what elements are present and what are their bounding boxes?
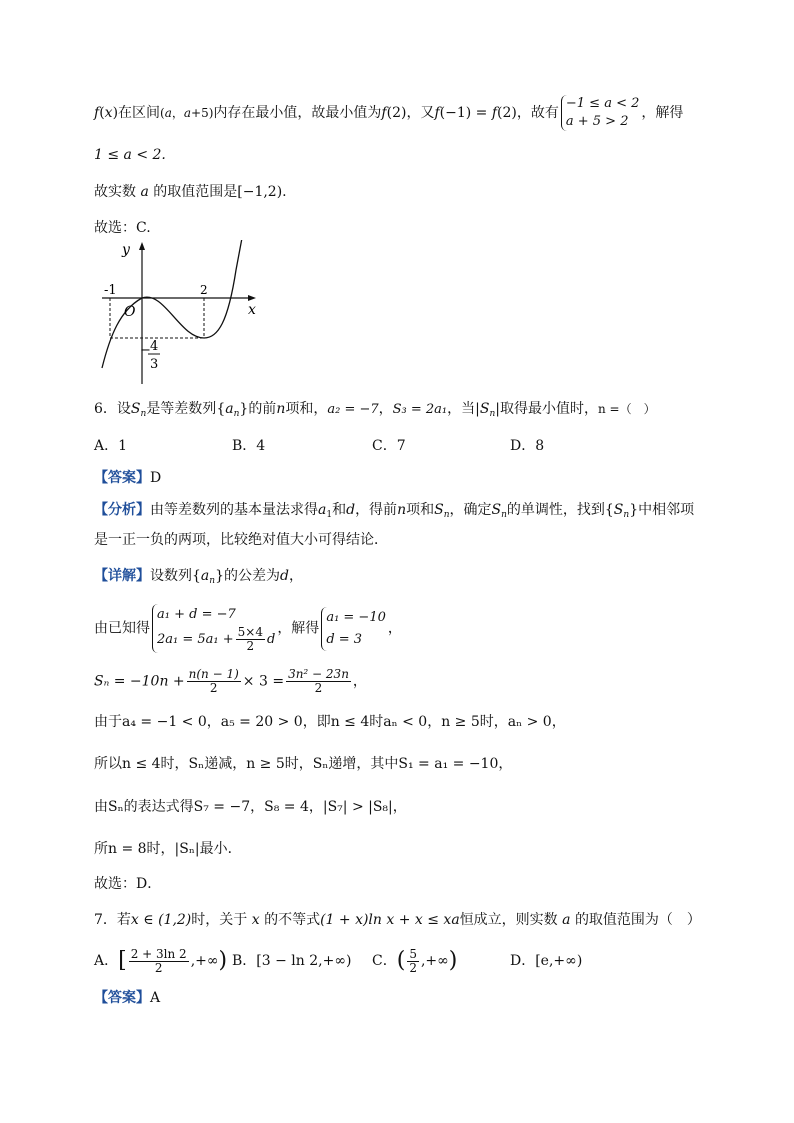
detail-line: 由于a₄ = −1 < 0，a₅ = 20 > 0，即n ≤ 4时aₙ < 0，n ≥ 5时，aₙ > 0， [94, 714, 566, 730]
tick-label: 4 [150, 339, 159, 354]
analysis-line: 是一正一负的两项，比较绝对值大小可得结论． [94, 532, 388, 548]
text: 项和 [406, 502, 435, 518]
tick-label: − [140, 343, 151, 358]
fraction [236, 626, 265, 653]
option-a: A．[ $\frac{2 + 3\ln 2}{2}$ ,+∞) [94, 946, 228, 975]
text: 的取值范围为（ ） [574, 912, 701, 928]
math: (1 + x)ln x + x ≤ xa [320, 912, 460, 928]
answer-line [94, 988, 160, 1008]
text: 故实数 [94, 184, 136, 200]
answer-tag: 【答案】 [94, 990, 150, 1006]
system-row: a + 5 > 2 [565, 114, 629, 129]
text: [−1,2). [237, 184, 287, 200]
text-line: 故实数 a 的取值范围是[−1,2). [94, 184, 287, 200]
math: × 3 = [242, 673, 285, 690]
text: 由等差数列的基本量法求得 [150, 502, 318, 518]
text: 是等差数列 [146, 401, 217, 417]
system-row: a₁ = −10 [326, 609, 386, 625]
fraction [187, 668, 241, 695]
text: ，又 [406, 105, 435, 121]
text-line: f(x)在区间(a，a+5)内存在最小值，故最小值为f(2)，又f(−1) = f(2)，故有 −1 ≤ a < 2 a + 5 > 2 ，解得 [94, 96, 684, 129]
text: 6．设 [94, 401, 131, 417]
option-c: C．7 [372, 438, 406, 454]
question-6-stem: 6．设$S_n$是等差数列$\{a_n\}$的前n项和，a₂ = −7，S₃ = 2a₁，当$|S_n|$取得最小值时，n =（ ） [94, 401, 656, 419]
text: ，当 [447, 401, 476, 417]
detail-line: 【详解】设数列$\{a_n\}$的公差为d， [94, 568, 303, 586]
detail-line: 所以n ≤ 4时，Sₙ递减，n ≥ 5时，Sₙ递增，其中S₁ = a₁ = −10， [94, 756, 513, 772]
option-b: B．4 [232, 438, 266, 454]
system-row: d = 3 [326, 631, 363, 647]
math: ,+∞ [420, 953, 449, 969]
tick-label: -1 [104, 283, 117, 298]
question-7-stem: 7．若x ∈ (1,2)时，关于 x 的不等式(1 + x)ln x + x ≤ xa恒成立，则实数 a 的取值范围为（ ） [94, 912, 701, 928]
numerator: 3n² − 23n [288, 667, 349, 681]
analysis-tag: 【分析】 [94, 502, 150, 518]
text: ，故有 [516, 105, 559, 121]
detail-tag: 【详解】 [94, 568, 150, 584]
analysis-line: 【分析】由等差数列的基本量法求得$a_1$和d，得前n项和$S_n$，确定$S_n$的单调性，找到$\{S_n\}$中相邻项 [94, 502, 695, 520]
denominator: 2 [209, 681, 218, 695]
equation-system: a₁ + d = −7 2a₁ = 5a₁ + $\frac{5\times 4}{2}$ d [152, 604, 275, 653]
text: 的不等式 [264, 912, 321, 928]
tick-label: 2 [200, 283, 208, 297]
option-label: C． [372, 953, 397, 969]
fraction [129, 948, 189, 975]
text-line: 1 ≤ a < 2. [94, 147, 166, 163]
text: ，得前 [355, 502, 398, 518]
text: 的取值范围是 [153, 184, 238, 200]
tick-label: 3 [150, 357, 159, 372]
system-row: −1 ≤ a < 2 [565, 96, 640, 111]
option-d: D．8 [510, 438, 545, 454]
answer-value: D [150, 470, 162, 486]
denominator: 2 [246, 639, 255, 653]
sn-formula-line: Sₙ = −10n + $\frac{n(n - 1)}{2}$ × 3 = $\frac{\text{3n² − 23n}}{2}$ ， [94, 667, 367, 695]
x-axis-arrow [248, 295, 256, 301]
detail-line: 由Sₙ的表达式得S₇ = −7，S₈ = 4，|S₇| > |S₈|， [94, 799, 407, 815]
denominator: 2 [154, 960, 163, 975]
math: 2a₁ = 5a₁ + [157, 632, 234, 647]
fraction [407, 948, 419, 975]
text: 时，关于 [191, 912, 248, 928]
denominator: 2 [314, 681, 323, 695]
text: 取得最小值时， [499, 401, 598, 417]
denominator: 2 [409, 960, 417, 975]
text: 的单调性，找到 [506, 502, 605, 518]
text: 恒成立，则实数 [459, 912, 558, 928]
text: 项和， [285, 401, 328, 417]
option-label: A． [94, 953, 119, 969]
text: 7．若 [94, 912, 131, 928]
y-axis-arrow [139, 242, 145, 250]
math: x ∈ (1,2) [130, 912, 192, 928]
y-label: y [122, 242, 130, 258]
answer-value: A [150, 990, 161, 1006]
math: a₂ = −7 [327, 402, 379, 417]
answer-line [94, 468, 161, 488]
option-d: D．[e,+∞) [510, 953, 583, 969]
x-label: x [248, 302, 256, 318]
curve [102, 240, 242, 368]
text: ，确定 [449, 502, 492, 518]
text: 中相邻项 [638, 502, 695, 518]
fraction [286, 668, 351, 695]
text: 内存在最小值，故最小值为 [213, 105, 382, 121]
solution-system [321, 607, 386, 651]
option-c: C．( $\frac{5}{2}$ ,+∞) [372, 946, 458, 975]
numerator: n(n − 1) [188, 667, 239, 681]
text: ，解得 [277, 620, 320, 637]
detail-line: 所n = 8时，|Sₙ|最小． [94, 841, 242, 857]
option-a: A．1 [94, 438, 128, 454]
text: 的前 [248, 401, 277, 417]
text-line: 故选：C. [94, 220, 151, 236]
origin-label: O [124, 304, 136, 320]
text: 的公差为 [224, 568, 280, 584]
math: ,+∞ [190, 953, 219, 969]
text: 由已知得 [94, 620, 150, 637]
text: 和 [332, 502, 347, 518]
numerator: 5 [409, 946, 417, 961]
math: Sₙ = −10n + [94, 673, 185, 690]
text: ，解得 [641, 105, 684, 121]
text: n =（ ） [597, 402, 656, 416]
answer-tag: 【答案】 [94, 470, 150, 486]
detail-line: 故选：D． [94, 876, 162, 892]
function-graph [96, 240, 266, 390]
detail-system-line: 由已知得 a₁ + d = −7 2a₁ = 5a₁ + $\frac{5\times 4}{2}$ d ，解得 a₁ = −10 d = 3 ， [94, 604, 402, 653]
inequality-system [561, 95, 640, 131]
text: 设数列 [150, 568, 192, 584]
numerator: 5×4 [237, 625, 263, 639]
option-b: B．[3 − ln 2,+∞) [232, 953, 352, 969]
system-row: a₁ + d = −7 [157, 607, 236, 622]
text: 在区间 [118, 105, 161, 121]
numerator: 2 + 3ln 2 [130, 946, 187, 961]
math: S₃ = 2a₁ [392, 402, 448, 417]
